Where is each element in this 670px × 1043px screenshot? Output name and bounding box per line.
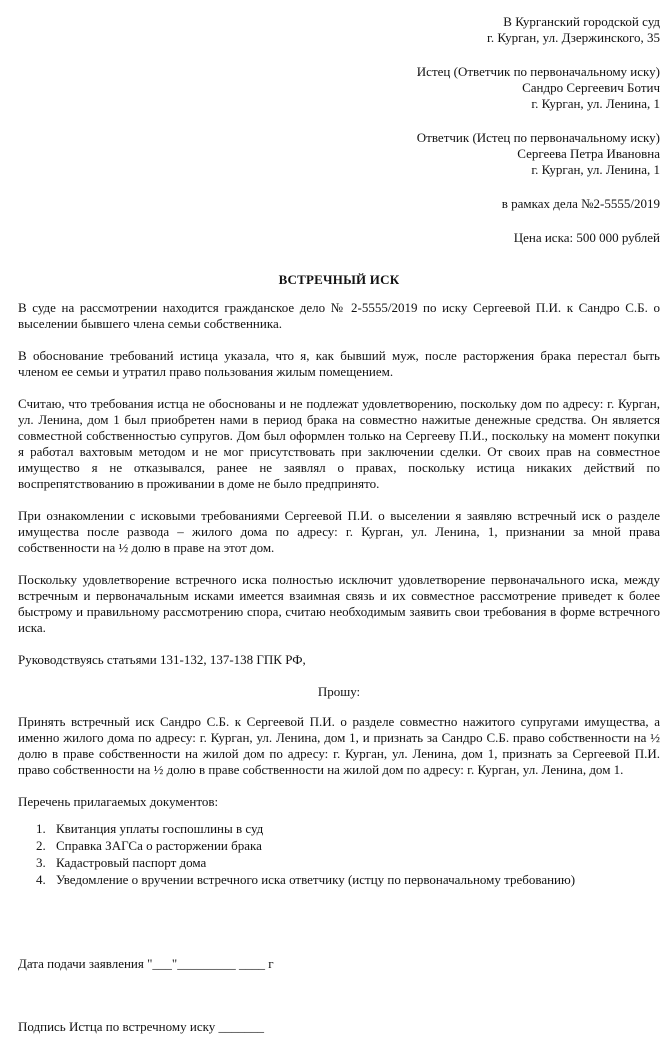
case-reference: в рамках дела №2-5555/2019 <box>501 196 660 211</box>
plaintiff-name: Сандро Сергеевич Ботич <box>522 80 660 95</box>
paragraph-objection: Считаю, что требования истца не обоснованы и не подлежат удовлетворению, поскольку дом по адресу: г. Курган, ул. Ленина, дом 1 был приобретен нами в период брака на совместно нажитые денежные средства. Он является совместной собственностью супругов. Дом был оформлен только на Сергееву П.И., поскольку на момент покупки я работал вахтовым методом и не мог присутствовать при заключении сделки. От своих прав на совместное имущество я не отказывался, ранее не заявлял о правах, поскольку истица никаких действий по воспрепятствованию в проживании в доме не было предпринято. <box>18 396 660 491</box>
filing-date-line: Дата подачи заявления "___"_________ ____ г <box>18 956 274 971</box>
list-item <box>18 837 660 854</box>
list-item-text: Квитанция уплаты госпошлины в суд <box>56 821 264 836</box>
list-item <box>18 854 660 871</box>
plaintiff-role: Истец (Ответчик по первоначальному иску) <box>416 64 660 79</box>
list-item-text: Уведомление о вручении встречного иска ответчику (истцу по первоначальному требованию) <box>56 872 576 887</box>
list-item <box>18 871 660 888</box>
court-address: г. Курган, ул. Дзержинского, 35 <box>487 30 660 45</box>
signature-line: Подпись Истца по встречному иску _______ <box>18 1019 264 1034</box>
paragraph-grounds: В обоснование требований истица указала, что я, как бывший муж, после расторжения брака перестал быть членом ее семьи и утратил право пользования жилым помещением. <box>18 348 660 379</box>
paragraph-counterclaim: При ознакомлении с исковыми требованиями Сергеевой П.И. о выселении я заявляю встречный иск о разделе имущества после развода – жилого дома по адресу: г. Курган, ул. Ленина, 1, признании за мной права собственности на ½ долю в праве на этот дом. <box>18 508 660 555</box>
legal-basis: Руководствуясь статьями 131-132, 137-138 ГПК РФ, <box>18 652 306 667</box>
list-item-number: 4. <box>36 872 46 887</box>
defendant-address: г. Курган, ул. Ленина, 1 <box>531 162 660 177</box>
attachments-list <box>18 820 660 888</box>
document-title: ВСТРЕЧНЫЙ ИСК <box>278 272 400 287</box>
list-item-number: 3. <box>36 855 46 870</box>
paragraph-justification: Поскольку удовлетворение встречного иска полностью исключит удовлетворение первоначального иска, между встречным и первоначальным исками имеется взаимная связь и их совместное рассмотрение приведет к более быстрому и правильному рассмотрению спора, считаю необходимым заявить свои требования в форме встречного иска. <box>18 572 660 635</box>
court-name: В Курганский городской суд <box>503 14 660 29</box>
attachments-heading: Перечень прилагаемых документов: <box>18 794 219 809</box>
request-text: Принять встречный иск Сандро С.Б. к Сергеевой П.И. о разделе совместно нажитого супругами имущества, а именно жилого дома по адресу: г. Курган, ул. Ленина, дом 1, и признать за Сандро С.Б. право собственности на ½ долю в праве собственности на жилой дом по адресу: г. Курган, ул. Ленина, дом 1, признать за Сергеевой П.И. право собственности на ½ долю в праве собственности на жилой дом по адресу: г. Курган, ул. Ленина, дом 1. <box>18 714 660 777</box>
paragraph-case: В суде на рассмотрении находится гражданское дело № 2-5555/2019 по иску Сергеевой П.И. к Сандро С.Б. о выселении бывшего члена семьи собственника. <box>18 300 660 331</box>
defendant-name: Сергеева Петра Ивановна <box>517 146 660 161</box>
header-block <box>18 14 660 246</box>
list-item-number: 1. <box>36 821 46 836</box>
defendant-role: Ответчик (Истец по первоначальному иску) <box>416 130 660 145</box>
list-item-text: Справка ЗАГСа о расторжении брака <box>56 838 262 853</box>
list-item <box>18 820 660 837</box>
claim-price: Цена иска: 500 000 рублей <box>513 230 660 245</box>
list-item-number: 2. <box>36 838 46 853</box>
request-heading: Прошу: <box>317 684 361 699</box>
list-item-text: Кадастровый паспорт дома <box>56 855 207 870</box>
plaintiff-address: г. Курган, ул. Ленина, 1 <box>531 96 660 111</box>
